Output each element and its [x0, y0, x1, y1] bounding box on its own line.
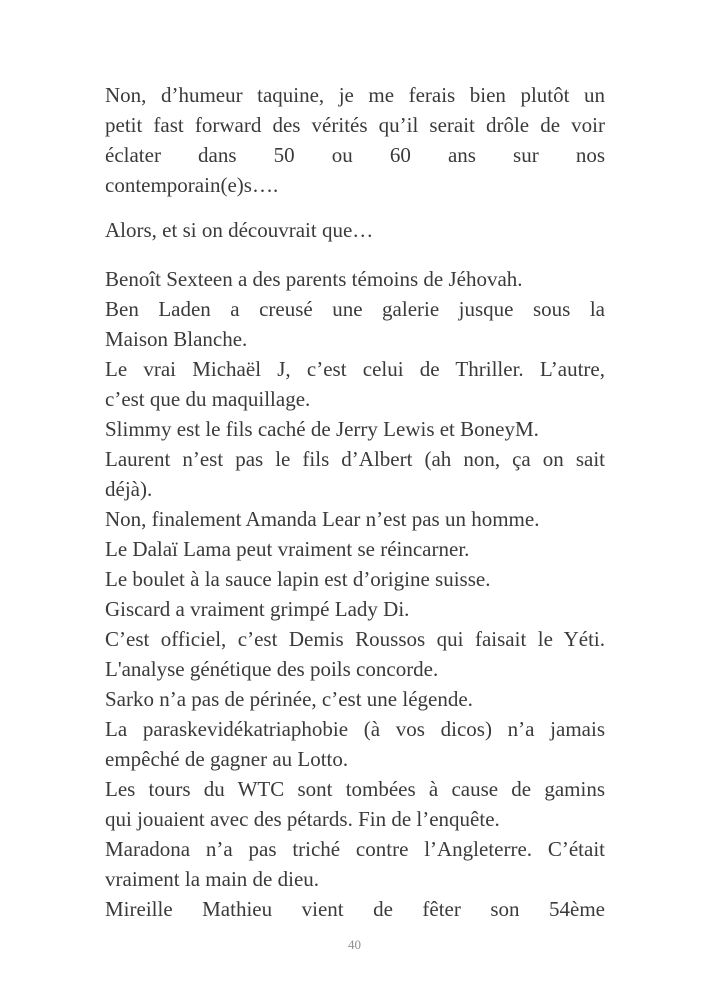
- text-line: empêché de gagner au Lotto.: [105, 747, 349, 771]
- text-line: Giscard a vraiment grimpé Lady Di.: [105, 597, 410, 621]
- text-line: Alors, et si on découvrait que…: [105, 218, 374, 242]
- text-line: L'analyse génétique des poils concorde.: [105, 657, 439, 681]
- text-line: Sarko n’a pas de périnée, c’est une légende.: [105, 687, 473, 711]
- text-line: Le Dalaï Lama peut vraiment se réincarner.: [105, 537, 470, 561]
- text-line: Le boulet à la sauce lapin est d’origine suisse.: [105, 567, 491, 591]
- text-line: Laurent n’est pas le fils d’Albert (ah non, ça on sait: [105, 447, 605, 471]
- text-line: La paraskevidékatriaphobie (à vos dicos) n’a jamais: [105, 717, 605, 741]
- text-line: petit fast forward des vérités qu’il serait drôle de voir: [105, 113, 605, 137]
- text-line: Les tours du WTC sont tombées à cause de gamins: [105, 777, 605, 801]
- text-line: C’est officiel, c’est Demis Roussos qui faisait le Yéti.: [105, 627, 605, 651]
- text-line: contemporain(e)s….: [105, 173, 279, 197]
- text-line: éclater dans 50 ou 60 ans sur nos: [105, 143, 605, 167]
- text-line: Non, d’humeur taquine, je me ferais bien plutôt un: [105, 83, 605, 107]
- text-line: Maison Blanche.: [105, 327, 248, 351]
- page-number: 40: [348, 937, 361, 952]
- text-line: qui jouaient avec des pétards. Fin de l’enquête.: [105, 807, 500, 831]
- text-line: vraiment la main de dieu.: [105, 867, 320, 891]
- text-line: Non, finalement Amanda Lear n’est pas un homme.: [105, 507, 540, 531]
- transition-paragraph: [105, 215, 605, 245]
- rumors-list: [105, 264, 605, 924]
- text-line: Benoît Sexteen a des parents témoins de Jéhovah.: [105, 267, 523, 291]
- text-line: Ben Laden a creusé une galerie jusque sous la: [105, 297, 605, 321]
- intro-paragraph: [105, 80, 605, 200]
- text-line: Mireille Mathieu vient de fêter son 54ème: [105, 897, 605, 921]
- text-line: déjà).: [105, 477, 153, 501]
- text-line: c’est que du maquillage.: [105, 387, 311, 411]
- page-text: [105, 80, 605, 924]
- text-line: Slimmy est le fils caché de Jerry Lewis et BoneyM.: [105, 417, 539, 441]
- text-line: Le vrai Michaël J, c’est celui de Thriller. L’autre,: [105, 357, 605, 381]
- text-line: Maradona n’a pas triché contre l’Angleterre. C’était: [105, 837, 605, 861]
